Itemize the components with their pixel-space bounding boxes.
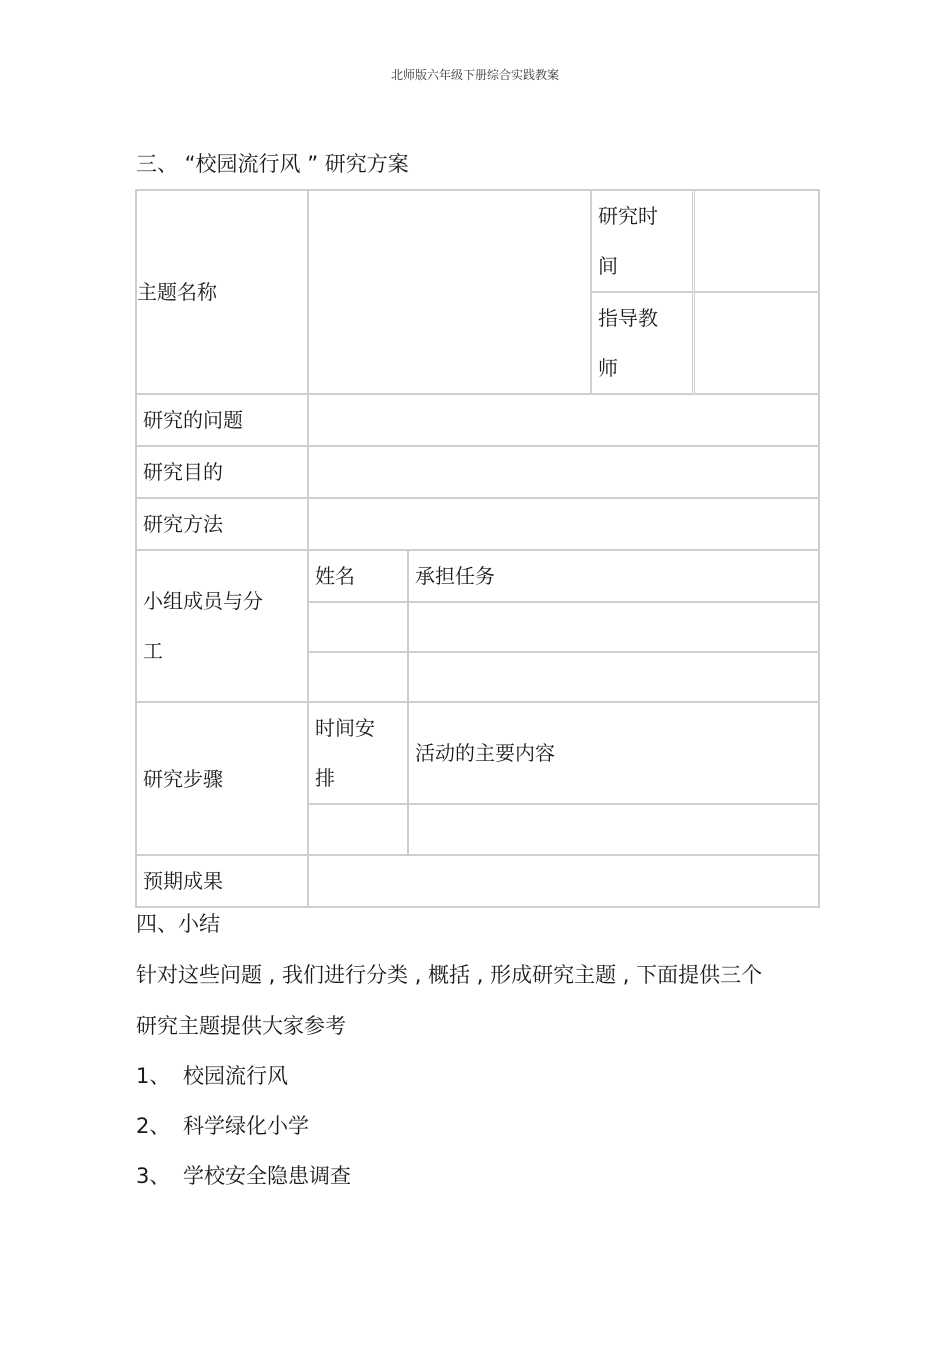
research-time-label: 研究时 间	[592, 191, 695, 293]
summary-paragraph	[136, 950, 816, 1052]
research-question-cell[interactable]	[309, 395, 820, 447]
topic-label: 校园流行风	[183, 1064, 288, 1088]
task-column-header: 承担任务	[409, 551, 820, 603]
member-task-cell[interactable]	[409, 653, 820, 703]
list-item	[136, 1054, 351, 1104]
list-number: 1、	[136, 1064, 171, 1088]
list-number: 3、	[136, 1164, 171, 1188]
name-column-header: 姓名	[309, 551, 409, 603]
research-plan-table	[135, 189, 820, 908]
schedule-cell[interactable]	[309, 805, 409, 856]
topic-label: 学校安全隐患调查	[183, 1164, 351, 1188]
summary-line: 针对这些问题 , 我们进行分类 , 概括 , 形成研究主题 , 下面提供三个	[136, 963, 763, 987]
page-header: 北师版六年级下册综合实践教案	[390, 68, 559, 82]
content-cell[interactable]	[409, 805, 820, 856]
research-question-label: 研究的问题	[137, 395, 309, 447]
list-item	[136, 1104, 351, 1154]
expected-results-cell[interactable]	[309, 856, 820, 908]
topic-label: 科学绿化小学	[183, 1114, 309, 1138]
summary-line: 研究主题提供大家参考	[136, 1014, 346, 1038]
expected-results-label: 预期成果	[137, 856, 309, 908]
advisor-label: 指导教 师	[592, 293, 695, 395]
research-purpose-label: 研究目的	[137, 447, 309, 499]
section-four-title: 四、小结	[136, 912, 220, 936]
research-steps-label: 研究步骤	[137, 703, 309, 856]
section-three-title: 三、 “校园流行风 ” 研究方案	[136, 152, 409, 176]
topic-name-cell[interactable]	[309, 191, 592, 395]
list-number: 2、	[136, 1114, 171, 1138]
research-method-cell[interactable]	[309, 499, 820, 551]
group-members-label: 小组成员与分 工	[137, 551, 309, 703]
member-name-cell[interactable]	[309, 603, 409, 653]
topic-list	[136, 1054, 351, 1204]
schedule-column-header: 时间安 排	[309, 703, 409, 805]
list-item	[136, 1154, 351, 1204]
research-purpose-cell[interactable]	[309, 447, 820, 499]
research-method-label: 研究方法	[137, 499, 309, 551]
topic-name-label: 主题名称	[137, 191, 309, 395]
member-task-cell[interactable]	[409, 603, 820, 653]
advisor-cell[interactable]	[695, 293, 820, 395]
member-name-cell[interactable]	[309, 653, 409, 703]
content-column-header: 活动的主要内容	[409, 703, 820, 805]
research-time-cell[interactable]	[695, 191, 820, 293]
